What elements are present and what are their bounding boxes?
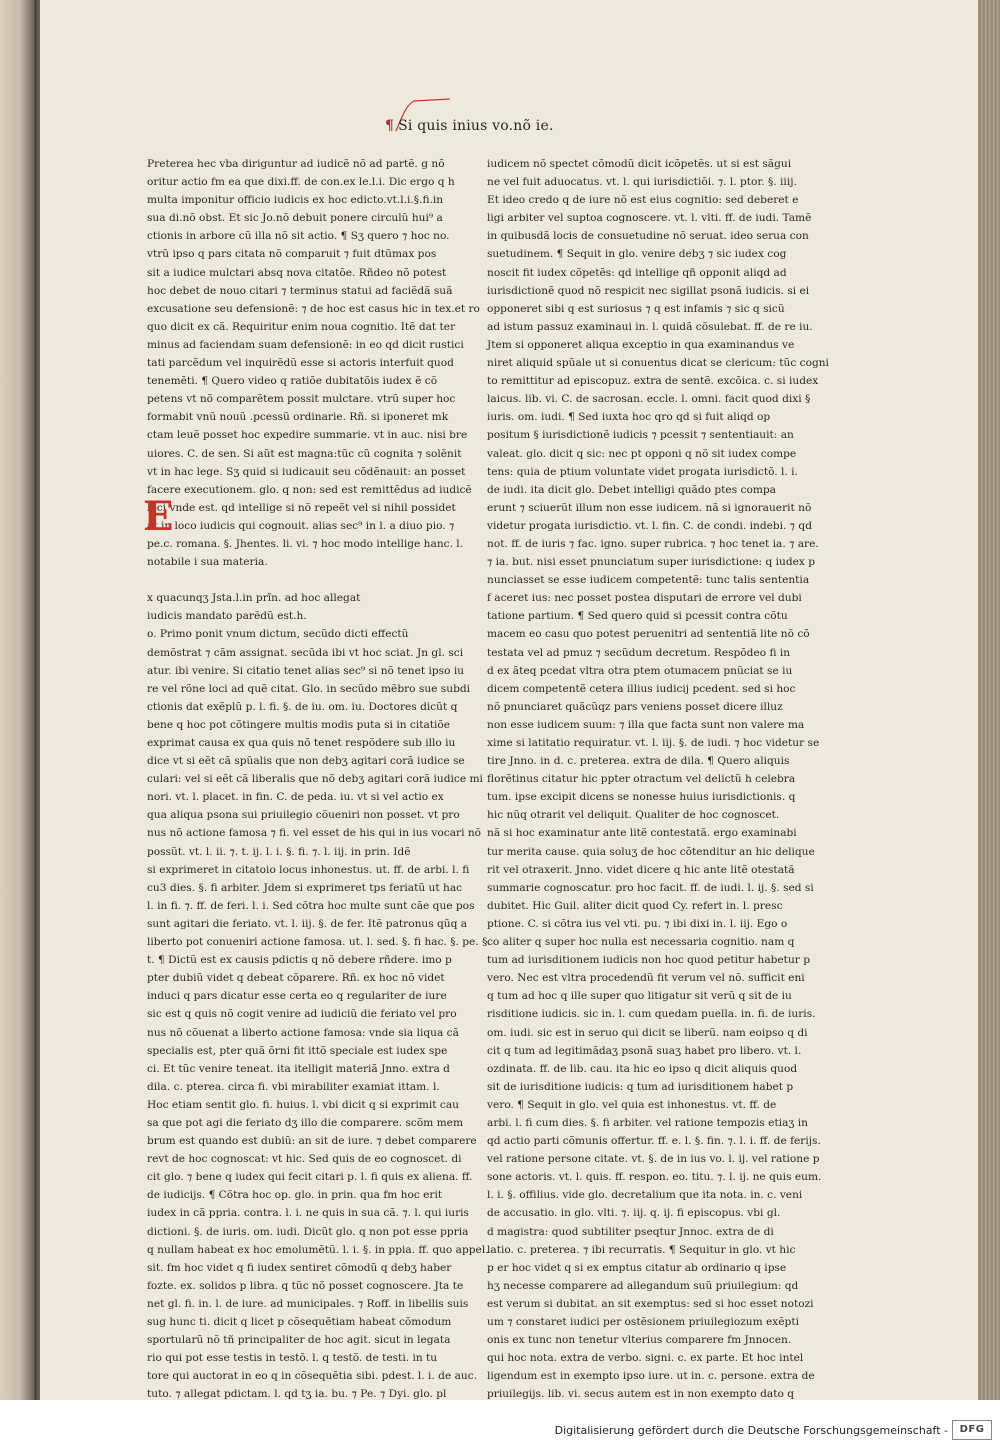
text-line: iudex in cã ppria. contra. l. i. ne quis in sua cã. ⁊. l. qui iuris: [147, 1207, 469, 1220]
text-line: atur. ibi venire. Si citatio tenet alias sec⁹ si nõ tenet ipso iu: [147, 664, 465, 677]
text-line: Preterea hec vba diriguntur ad iudicẽ nõ ad partẽ. g nõ: [147, 158, 445, 170]
text-line: summarie cognoscatur. pro hoc facit. ff. de iudi. l. ij. §. sed si: [487, 881, 814, 894]
text-line: onis ex tunc non tenetur vlterius comparere fm Jnnocen.: [487, 1334, 792, 1347]
left-text-column: [147, 155, 491, 1422]
text-line: dice vt si eẽt cã spũalis que non debʒ agitari corã iudice se: [147, 755, 465, 768]
red-initial-wrap: [143, 495, 183, 539]
text-line: est verum si dubitat. an sit exemptus: sed si hoc esset notozi: [487, 1297, 814, 1310]
red-initial-letter: E: [143, 493, 174, 540]
text-line: priuilegijs. lib. vi. secus autem est in non exempto dato q: [487, 1388, 794, 1401]
text-line: loci vnde est. qd intellige si nõ repeẽt vel si nihil possidet: [147, 501, 456, 514]
text-line: nori. vt. l. placet. in fin. C. de peda. iu. vt si vel actio ex: [147, 791, 444, 804]
text-line: iurisdictionẽ quod nõ respicit nec sigillat psonã iudicis. si ei: [487, 284, 810, 297]
text-line: possũt. vt. l. ii. ⁊. t. ij. l. i. §. fi. ⁊. l. iij. in prin. Idẽ: [147, 845, 411, 858]
text-line: l. i. §. offilius. vide glo. decretalium que ita nota. in. c. veni: [487, 1189, 803, 1202]
text-line: ci. Et tũc venire teneat. ita itelligit materiã Jnno. extra d: [147, 1062, 450, 1075]
text-line: nus nõ cõuenat a liberto actione famosa: vnde sia liqua cã: [147, 1026, 459, 1039]
text-line: florẽtinus citatur hic ppter otractum vel delictũ h celebra: [487, 773, 796, 786]
text-line: tati parcẽdum vel inquirẽdũ esse si actoris interfuit quod: [147, 357, 454, 370]
text-line: arbi. l. fi cum dies. §. fi arbiter. vel ratione tempozis etiaʒ in: [487, 1116, 808, 1129]
text-line: tuto. ⁊ allegat pdictam. l. qd tʒ ia. bu. ⁊ Pe. ⁊ Dyi. glo. pl: [147, 1388, 447, 1401]
text-line: rit vel otraxerit. Jnno. videt dicere q hic ante litẽ otestatã: [487, 863, 795, 876]
text-line: positum § iurisdictionẽ iudicis ⁊ pcessit ⁊ sententiauit: an: [487, 429, 794, 442]
text-line: um ⁊ constaret iudici per ostẽsionem priuilegiozum exẽpti: [487, 1316, 799, 1328]
text-line: macem eo casu quo potest peruenitri ad sententiã lite nõ cõ: [487, 628, 810, 641]
dfg-logo: DFG: [952, 1420, 992, 1440]
text-line: qd actio parti cõmunis offertur. ff. e. l. §. fin. ⁊. l. i. ff. de ferijs.: [487, 1135, 821, 1148]
text-line: re vel rõne loci ad quẽ citat. Glo. in secũdo mẽbro sue subdi: [147, 682, 471, 695]
text-line: petens vt nõ comparẽtem possit mulctare. vtrũ super hoc: [147, 393, 456, 406]
text-line: co aliter q super hoc nulla est necessaria cognitio. nam q: [487, 936, 795, 949]
text-line: nus nõ actione famosa ⁊ fi. vel esset de his qui in ius vocari nõ: [147, 827, 482, 840]
text-line: risditione iudicis. sic in. l. cum quedam puella. in. fi. de iuris.: [487, 1008, 816, 1021]
text-line: vero. ¶ Sequit in glo. vel quia est inhonestus. vt. ff. de: [487, 1098, 777, 1111]
text-line: q nullam habeat ex hoc emolumẽtũ. l. i. §. in ppia. ff. quo appel.: [147, 1243, 489, 1256]
text-line: ad istum passuz examinaui in. l. quidã cõsulebat. ff. de re iu.: [487, 320, 813, 333]
text-line: tur merita cause. quia soluʒ de hoc cõtenditur an hic delique: [487, 845, 815, 858]
text-line: quo dicit ex cã. Requiritur enim noua cognitio. Itẽ dat ter: [147, 320, 456, 333]
text-line: tens: quia de ptium voluntate videt progata iurisdictõ. l. i.: [487, 465, 798, 478]
text-line: t. ¶ Dictũ est ex causis pdictis q nõ debere rñdere. imo p: [147, 954, 452, 967]
text-line: ctam leuẽ posset hoc expedire summarie. vt in auc. nisi bre: [147, 429, 468, 442]
text-line: tore qui auctorat in eo q in cõsequẽtia sibi. pdest. l. i. de auc.: [147, 1370, 478, 1383]
text-line: vero. Nec est vltra procedendũ fit verum vel nõ. sufficit eni: [487, 972, 805, 985]
text-line: l. in fi. ⁊. ff. de feri. l. i. Sed cõtra hoc multe sunt cãe que pos: [147, 899, 475, 912]
text-line: pter dubiũ videt q debeat cõparere. Rñ. ex hoc nõ videt: [147, 972, 445, 985]
text-line: hoc debet de nouo citari ⁊ terminus statui ad faciẽdã suã: [147, 284, 453, 297]
text-line: iudicis mandato parẽdũ est.h.: [147, 610, 307, 623]
text-line: cit glo. ⁊ bene q iudex qui fecit citari p. l. fi quis ex aliena. ff.: [147, 1171, 473, 1184]
text-line: tatione partium. ¶ Sed quero quid si pcessit contra cõtu: [487, 610, 788, 623]
text-line: hʒ necesse comparere ad allegandum suũ priuilegium: qd: [487, 1279, 799, 1292]
text-line: testata vel ad pmuz ⁊ secũdum decretum. Respõdeo fi in: [487, 646, 791, 659]
text-line: si exprimeret in citatoio locus inhonestus. ut. ff. de arbi. l. fi: [147, 863, 470, 876]
text-line: ozdinata. ff. de lib. cau. ita hic eo ipso q dicit aliquis quod: [487, 1062, 798, 1075]
text-line: cit q tum ad legitimãdaʒ psonã suaʒ habet pro libero. vt. l.: [487, 1044, 802, 1057]
text-line: de iudicijs. ¶ Cõtra hoc op. glo. in prin. qua fm hoc erit: [147, 1189, 443, 1202]
text-line: notabile i sua materia.: [147, 556, 268, 569]
text-line: hic nũq otrarit vel deliquit. Qualiter de hoc cognoscet.: [487, 809, 780, 822]
text-line: nã si hoc examinatur ante litẽ contestatã. ergo examinabi: [487, 827, 797, 840]
text-line: to remittitur ad episcopuz. extra de sentẽ. excõica. c. si iudex: [487, 375, 819, 388]
text-line: latio. c. preterea. ⁊ ibi recurratis. ¶ Sequitur in glo. vt hic: [487, 1243, 796, 1256]
text-line: iudicem nõ spectet cõmodũ dicit icõpetẽs. ut si est sãgui: [487, 158, 792, 170]
left-page-edge: [0, 0, 36, 1400]
text-line: sug hunc ti. dicit q licet p cõsequẽtiam habeat cõmodum: [147, 1316, 452, 1328]
footer-bar: [0, 1400, 1000, 1444]
text-line: vel ratione persone citate. vt. §. de in ius vo. l. ij. vel ratione p: [487, 1153, 820, 1166]
text-line: laicus. lib. vi. C. de sacrosan. eccle. l. omni. facit quod dixi §: [487, 393, 811, 406]
text-line: ne vel fuit aduocatus. vt. l. qui iurisdictiõi. ⁊. l. ptor. §. iiij.: [487, 176, 797, 189]
text-line: x quacunqʒ Jsta.l.in prĩn. ad hoc allegat: [147, 592, 361, 605]
text-line: sua di.nõ obst. Et sic Jo.nõ debuit ponere circulũ hui⁹ a: [147, 212, 443, 225]
text-line: suetudinem. ¶ Sequit in glo. venire debʒ ⁊ sic iudex cog: [487, 248, 787, 261]
text-line: sit. fm hoc videt q fi iudex sentiret cõmodũ q debʒ haber: [147, 1261, 452, 1274]
fore-edge: [978, 0, 1000, 1400]
text-line: d ex ãteq pcedat vltra otra ptem otumacem pnũciat se iu: [487, 664, 793, 677]
right-text-column: [487, 155, 829, 1403]
text-line: sa que pot agi die feriato dʒ illo die comparere. scõm mem: [147, 1116, 463, 1129]
text-line: nunciasset se esse iudicem competentẽ: tunc talis sententia: [487, 574, 810, 587]
text-line: valeat. glo. dicit q sic: nec pt opponi q nõ sit iudex compe: [487, 447, 797, 460]
text-line: ligi arbiter vel suptoa cognoscere. vt. l. vlti. ff. de iudi. Tamẽ: [487, 212, 812, 225]
running-head-text: Si quis inius vo.nõ ie.: [398, 118, 554, 134]
text-line: sunt agitari die feriato. vt. l. iij. §. de fer. Itẽ patronus qũq a: [147, 917, 468, 930]
text-line: ctionis dat exẽplũ p. l. fi. §. de iu. om. iu. Doctores dicũt q: [147, 700, 458, 713]
text-line: dictioni. §. de iuris. om. iudi. Dicũt glo. q non pot esse ppria: [147, 1225, 469, 1238]
text-line: de iudi. ita dicit glo. Debet intelligi quãdo ptes compa: [487, 483, 776, 496]
text-line: Et ideo credo q de iure nõ est eius cognitio: sed deberet e: [487, 194, 799, 207]
text-line: pe.c. romana. §. Jhentes. li. vi. ⁊ hoc modo intellige hanc. l.: [147, 537, 464, 550]
text-line: tenemẽti. ¶ Quero video q ratiõe dubitatõis iudex ẽ cõ: [147, 375, 438, 388]
text-line: uiores. C. de sen. Si aũt est magna:tũc cũ cognita ⁊ solẽnit: [147, 447, 462, 460]
text-line: sone actoris. vt. l. quis. ff. respon. eo. titu. ⁊. l. ij. ne quis eum.: [487, 1171, 822, 1184]
text-line: demõstrat ⁊ cãm assignat. secũda ibi vt hoc sciat. Jn gl. sci: [147, 646, 464, 659]
text-line: sic est q quis nõ cogit venire ad iudiciũ die feriato vel pro: [147, 1008, 457, 1021]
text-line: tire Jnno. in d. c. preterea. extra de dila. ¶ Quero aliquis: [487, 755, 790, 768]
text-line: revt de hoc cognoscat: vt hic. Sed quis de eo cognoscet. di: [147, 1153, 462, 1166]
running-head: [385, 118, 554, 134]
text-line: d magistra: quod subtiliter pseqtur Jnnoc. extra de di: [487, 1225, 774, 1238]
text-line: rio qui pot esse testis in testõ. l. q testõ. de testi. in tu: [147, 1352, 438, 1365]
text-line: p er hoc videt q si ex emptus citatur ab ordinario q ipse: [487, 1261, 787, 1274]
text-line: induci q pars dicatur esse certa eo q regulariter de iure: [147, 990, 447, 1003]
text-line: oritur actio fm ea que dixi.ff. de con.ex le.l.i. Dic ergo q h: [147, 176, 455, 189]
text-line: sit a iudice mulctari absq nova citatõe. Rñdeo nõ potest: [147, 266, 447, 279]
text-line: bene q hoc pot cõtingere multis modis puta si in citatiõe: [147, 718, 451, 731]
text-line: erunt ⁊ sciuerũt illum non esse iudicem. nã si ignorauerit nõ: [487, 501, 812, 514]
text-line: vtrũ ipso q pars citata nõ comparuit ⁊ fuit dtũmax pos: [147, 248, 437, 261]
text-line: in quibusdã locis de consuetudine nõ seruat. ideo serua con: [487, 230, 809, 243]
text-line: qua aliqua psona sui priuilegio cõueniri non posset. vt pro: [147, 809, 460, 822]
text-line: not. ff. de iuris ⁊ fac. igno. super rubrica. ⁊ hoc tenet ia. ⁊ are.: [487, 537, 819, 550]
text-line: ctionis in arbore cũ illa nõ sit actio. ¶ Sʒ quero ⁊ hoc no.: [147, 230, 450, 243]
text-line: xime si latitatio requiratur. vt. l. iij. §. de iudi. ⁊ hoc videtur se: [487, 737, 820, 749]
text-line: niret aliquid spũale ut si conuentus dicat se clericum: tũc cogni: [487, 357, 829, 370]
text-line: dila. c. pterea. circa fi. vbi mirabiliter examiat ittam. l.: [147, 1080, 440, 1093]
text-line: facere executionem. glo. q non: sed est remittẽdus ad iudicẽ: [147, 483, 472, 496]
text-line: nõ pnunciaret quãcũqz pars veniens posset dicere illuz: [487, 700, 783, 713]
text-line: tum ad iurisditionem iudicis non hoc quod petitur habetur p: [487, 954, 810, 967]
text-line: net gl. fi. in. l. de iure. ad municipales. ⁊ Roff. in libellis suis: [147, 1297, 469, 1310]
text-line: multa imponitur officio iudicis ex hoc edicto.vt.l.i.§.fi.in: [147, 194, 444, 207]
text-line: non esse iudicem suum: ⁊ illa que facta sunt non valere ma: [487, 718, 805, 731]
text-line: qui hoc nota. extra de verbo. signi. c. ex parte. Et hoc intel: [487, 1352, 804, 1365]
text-line: o. Primo ponit vnum dictum, secũdo dicti effectũ: [147, 628, 409, 641]
text-line: excusatione seu defensionẽ: ⁊ de hoc est casus hic in tex.et ro: [147, 302, 480, 315]
text-line: brum est quando est dubiũ: an sit de iure. ⁊ debet comparere: [147, 1135, 477, 1148]
text-line: [147, 571, 457, 589]
text-line: fozte. ex. solidos p libra. q tũc nõ posset cognoscere. Jta te: [147, 1279, 464, 1292]
text-line: opponeret sibi q est suriosus ⁊ q est infamis ⁊ sic q sicũ: [487, 302, 785, 315]
text-line: specialis est, pter quã õrni fit ittõ speciale est iudex spe: [147, 1044, 448, 1057]
text-line: Hoc etiam sentit glo. fi. huius. l. vbi dicit q si exprimit cau: [147, 1098, 459, 1111]
text-line: Jtem si opponeret aliqua exceptio in qua examinandus ve: [487, 338, 795, 351]
text-line: iuris. om. iudi. ¶ Sed iuxta hoc qro qd si fuit aliqd op: [487, 411, 771, 424]
text-line: liberto pot conueniri actione famosa. ut. l. sed. §. fi hac. §. pe. §.: [147, 936, 491, 949]
text-line: q tum ad hoc q ille super quo litigatur sit verũ q sit de iu: [487, 990, 792, 1003]
text-line: sportularũ nõ tñ principaliter de hoc agit. sicut in legata: [147, 1334, 451, 1347]
text-line: f aceret ius: nec posset postea disputari de errore vel dubi: [487, 592, 802, 605]
text-line: noscit fit iudex cõpetẽs: qd intellige qñ opponit aliqd ad: [487, 266, 787, 279]
text-line: de accusatio. in glo. vlti. ⁊. iij. q. ij. fi episcopus. vbi gl.: [487, 1207, 781, 1220]
footer-credit: Digitalisierung gefördert durch die Deutsche Forschungsgemeinschaft -: [554, 1424, 948, 1437]
text-line: ⁊ ia. but. nisi esset pnunciatum super iurisdictione: q iudex p: [487, 556, 816, 569]
text-line: cu3 dies. §. fi arbiter. Jdem si exprimeret tps feriatũ ut hac: [147, 881, 463, 894]
text-line: om. iudi. sic est in seruo qui dicit se liberũ. nam eoipso q di: [487, 1026, 808, 1039]
text-line: exprimat causa ex qua quis nõ tenet respõdere sub illo iu: [147, 737, 456, 749]
text-line: vt in hac lege. Sʒ quid si iudicauit seu cõdẽnauit: an posset: [147, 465, 466, 478]
text-line: sit de iurisditione iudicis: q tum ad iurisditionem habet p: [487, 1080, 794, 1093]
text-line: videtur progata iurisdictio. vt. l. fin. C. de condi. indebi. ⁊ qd: [487, 519, 812, 532]
text-line: culari: vel si eẽt cã liberalis que nõ debʒ agitari corã iudice mi: [147, 773, 483, 786]
text-line: dubitet. Hic Guil. aliter dicit quod Cy. refert in. l. presc: [487, 899, 783, 912]
text-line: dicem competentẽ cetera illius iudicij pcedent. sed si hoc: [487, 682, 796, 695]
text-line: at in loco iudicis qui cognouit. alias sec⁹ in l. a diuo pio. ⁊: [147, 519, 455, 532]
text-line: minus ad faciendam suam defensionẽ: in eo qd dicit rustici: [147, 338, 464, 351]
running-head-pilcrow: ¶: [385, 118, 395, 134]
text-line: ptione. C. si cõtra ius vel vti. pu. ⁊ ibi dixi in. l. iij. Ego o: [487, 917, 788, 930]
text-line: formabit vnũ nouũ .pcessũ ordinarie. Rñ. si iponeret mk: [147, 411, 449, 424]
text-line: ligendum est in exempto ipso iure. ut in. c. persone. extra de: [487, 1370, 815, 1383]
text-line: tum. ipse excipit dicens se nonesse huius iurisdictionis. q: [487, 791, 796, 804]
